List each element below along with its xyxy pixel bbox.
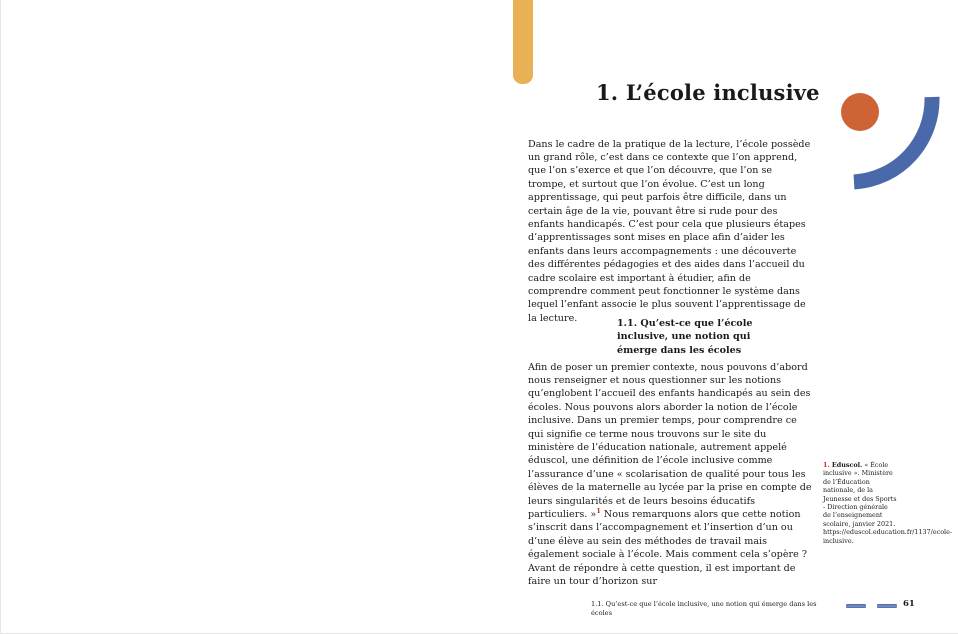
footnote-number: 1. (823, 461, 830, 469)
footnote-citation-text: « École inclusive ». Ministère de l’Éducation nationale, de la Jeunesse et des Sports - Direction générale de l’enseignement scolaire, janvier 2021. https://eduscol.education.fr/1137/ecole-inclusive. (823, 461, 953, 545)
blue-arc-decoration (841, 88, 943, 196)
footnote-reference-mark: 1 (596, 506, 601, 515)
running-footer-section-label: 1.1. Qu’est-ce que l’école inclusive, une notion qui émerge dans les écoles (591, 600, 817, 617)
margin-footnote (823, 461, 953, 545)
paragraph-definition-continuation: Nous remarquons alors que cette notion s’inscrit dans l’accompagnement et l’insertion d’un ou d’une élève au sein des méthodes de travail mais également sociale à l’école. Mais comment cela s’opère ? Avant de répondre à cette question, il est important de faire un tour d’horizon sur (528, 509, 807, 588)
yellow-bar-decoration (513, 0, 533, 84)
subsection-heading: 1.1. Qu’est-ce que l’école inclusive, une notion qui émerge dans les écoles (617, 317, 753, 356)
footer-dash-icon (877, 604, 897, 608)
footnote-source: Eduscol. (829, 461, 863, 469)
chapter-title: 1. L’école inclusive (596, 80, 820, 106)
page-number: 61 (903, 599, 915, 609)
paragraph-definition-text: Afin de poser un premier contexte, nous pouvons d’abord nous renseigner et nous questionner sur les notions qu’englobent l’accueil des enfants handicapés au sein des écoles. Nous pouvons alors aborder la notion de l’école inclusive. Dans un premier temps, pour comprendre ce qui signifie ce terme nous trouvons sur le site du ministère de l’éducation nationale, autrement appelé éduscol, une définition de l’école inclusive comme l’assurance d’une « scolarisation de qualité pour tous les élèves de la maternelle au lycée par la prise en compte de leurs singularités et de leurs besoins éducatifs particuliers. » (528, 361, 812, 521)
paragraph-intro: Dans le cadre de la pratique de la lecture, l’école possède un grand rôle, c’est dans ce contexte que l’on apprend, que l’on s’exerce et que l’on découvre, que l’on se trompe, et surtout que l’on évolue. C’est un long apprentissage, qui peut parfois être difficile, dans un certain âge de la vie, pouvant être si rude pour des enfants handicapés. C’est pour cela que plusieurs étapes d’apprentissages sont mises en place afin d’aider les enfants dans leurs accompagnements : une découverte des différentes pédagogies et des aides dans l’accueil du cadre scolaire est important à étudier, afin de comprendre comment peut fonctionner le système dans lequel l’enfant associe le plus souvent l’apprentissage de la lecture. (528, 138, 811, 324)
paragraph-definition (528, 361, 813, 589)
footer-dash-icon (846, 604, 866, 608)
